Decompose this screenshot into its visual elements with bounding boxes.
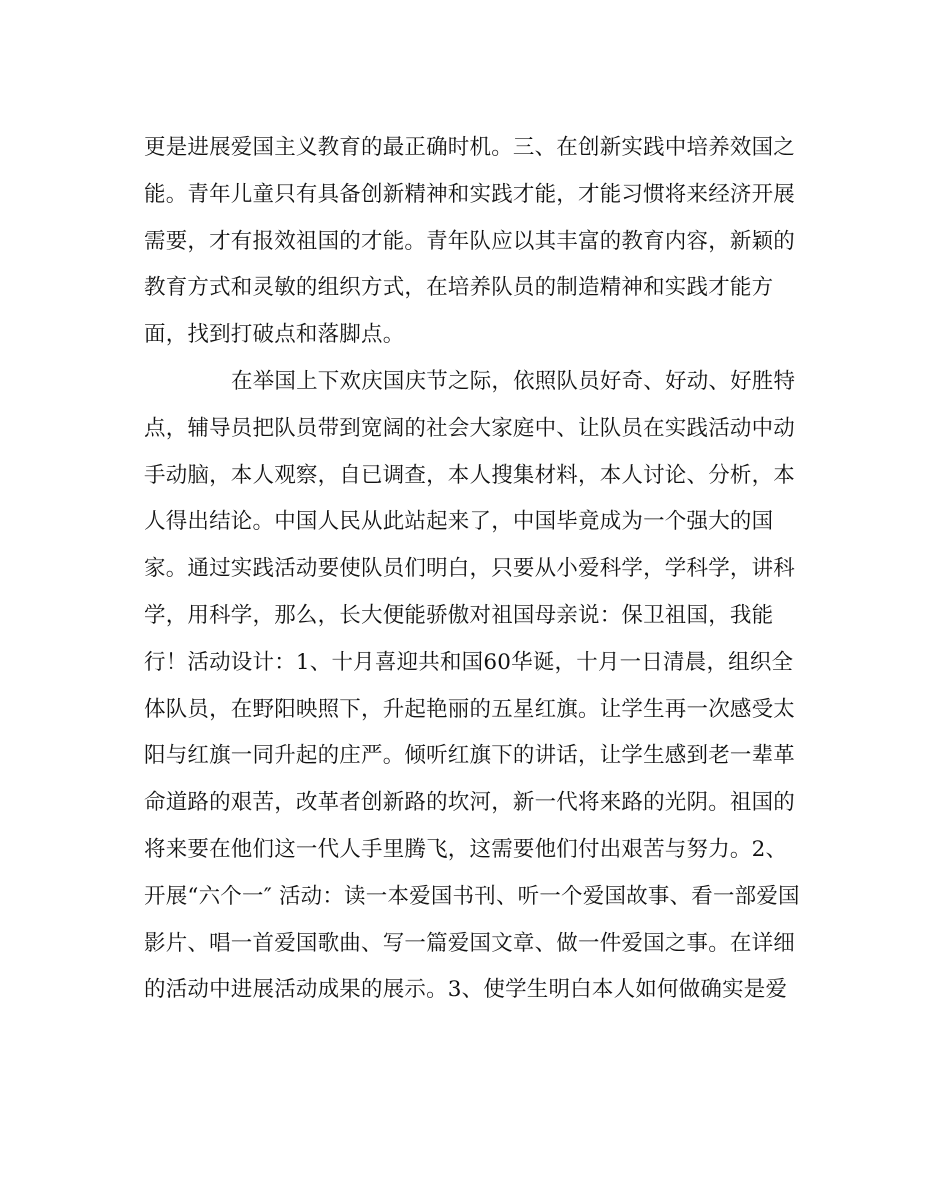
text-line: 学，用科学，那么，长大便能骄傲对祖国母亲说：保卫祖国，我能 xyxy=(144,602,774,628)
text-line: 影片、唱一首爱国歌曲、写一篇爱国文章、做一件爱国之事。在详细 xyxy=(144,930,796,956)
text-line: 开展“六个一″ 活动：读一本爱国书刊、听一个爱国故事、看一部爱国 xyxy=(144,883,800,909)
text-line: 点，辅导员把队员带到宽阔的社会大家庭中、让队员在实践活动中动 xyxy=(144,415,796,441)
text-line: 的活动中进展活动成果的展示。3、使学生明白本人如何做确实是爱 xyxy=(144,977,788,1003)
text-line: 需要，才有报效祖国的才能。青年队应以其丰富的教育内容，新颖的 xyxy=(144,228,796,254)
paragraph-1 xyxy=(144,125,824,359)
text-line-indented: 在举国上下欢庆国庆节之际，依照队员好奇、好动、好胜特 xyxy=(231,368,796,394)
text-line: 教育方式和灵敏的组织方式，在培养队员的制造精神和实践才能方 xyxy=(144,275,774,301)
text-line: 手动脑，本人观察，自已调查，本人搜集材料，本人讨论、分析，本 xyxy=(144,462,796,488)
text-line: 家。通过实践活动要使队员们明白，只要从小爱科学，学科学，讲科 xyxy=(144,556,796,582)
text-line: 体队员，在野阳映照下，升起艳丽的五星红旗。让学生再一次感受太 xyxy=(144,696,796,722)
text-line: 人得出结论。中国人民从此站起来了，中国毕竟成为一个强大的国 xyxy=(144,509,774,535)
text-line: 行！活动设计：1、十月喜迎共和国60华诞，十月一日清晨，组织全 xyxy=(144,649,794,675)
text-line: 命道路的艰苦，改革者创新路的坎河，新一代将来路的光阴。祖国的 xyxy=(144,790,796,816)
text-line: 阳与红旗一同升起的庄严。倾听红旗下的讲话，让学生感到老一辈革 xyxy=(144,743,796,769)
document-body xyxy=(144,125,824,1014)
text-line: 面，找到打破点和落脚点。 xyxy=(144,322,405,348)
text-line: 将来要在他们这一代人手里腾飞，这需要他们付出艰苦与努力。2、 xyxy=(144,836,788,862)
text-line: 能。青年儿童只有具备创新精神和实践才能，才能习惯将来经济开展 xyxy=(144,181,796,207)
paragraph-2 xyxy=(144,359,824,1014)
text-line: 更是进展爱国主义教育的最正确时机。三、在创新实践中培养效国之 xyxy=(144,135,796,160)
